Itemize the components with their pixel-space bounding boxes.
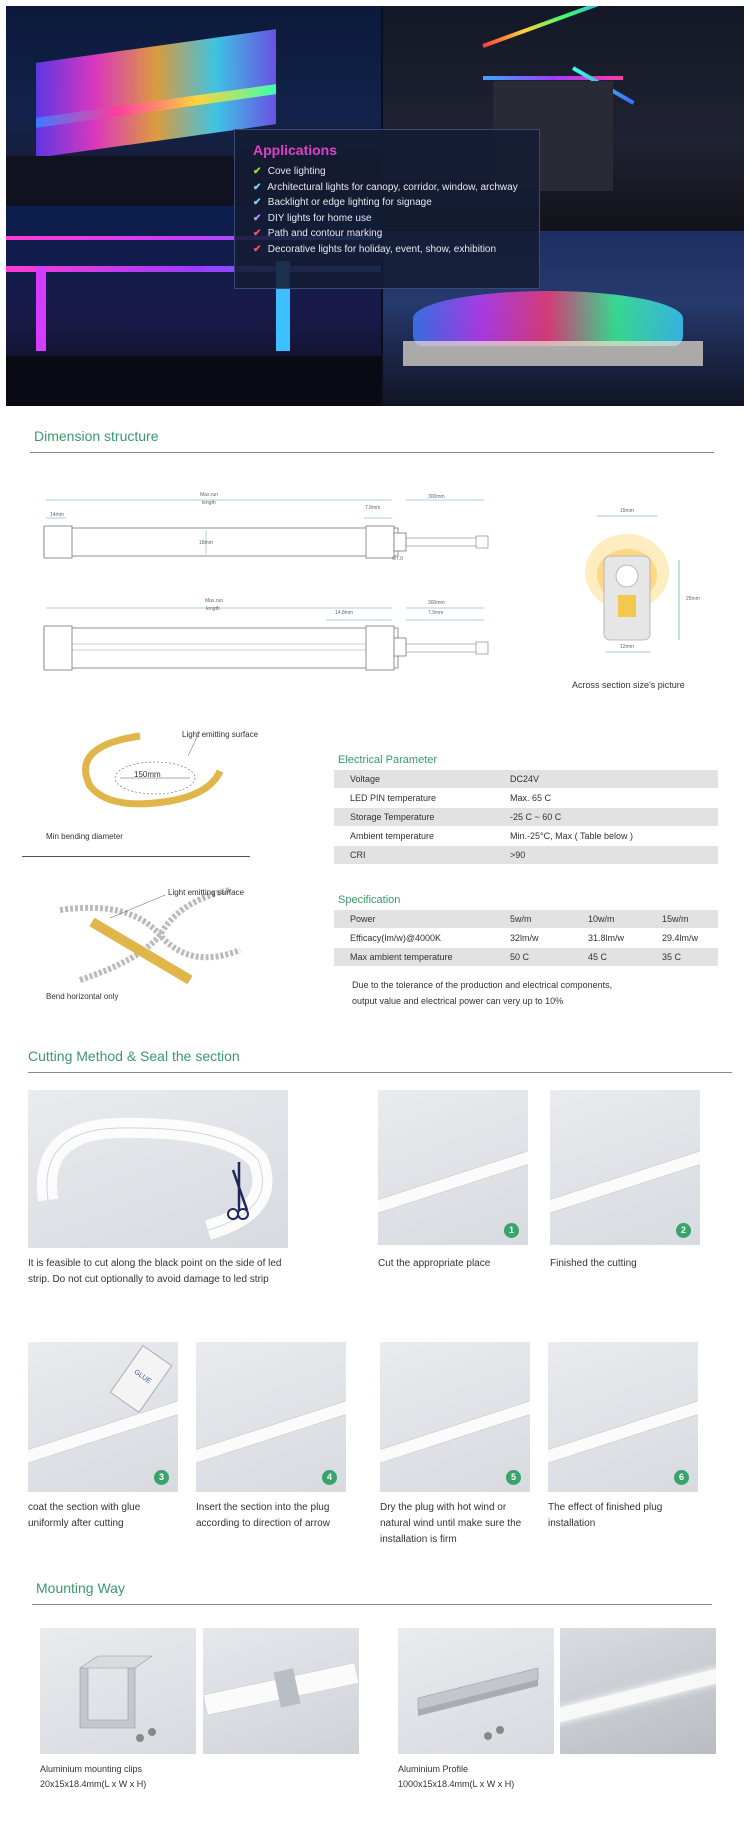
step-number-badge: 6 (674, 1470, 689, 1485)
electrical-row (334, 808, 718, 826)
param-label: Storage Temperature (350, 812, 435, 822)
dim-label: length (206, 606, 220, 612)
dim-label: 14.8mm (335, 610, 354, 616)
bend-surface-label: Light emitting surface (182, 730, 259, 739)
specification-row (334, 948, 718, 966)
bend2-surface-label: Light emitting surface (168, 888, 245, 897)
step-photo (380, 1342, 530, 1492)
clip-installed-photo (203, 1628, 359, 1754)
dim-label: 300mm (428, 494, 445, 500)
dim-label: 15mm (620, 508, 634, 514)
check-icon: ✔ (253, 181, 262, 193)
spec-label: Max ambient temperature (350, 952, 453, 962)
step-caption: according to direction of arrow (196, 1518, 330, 1529)
cut-intro-photo (28, 1090, 288, 1248)
check-icon: ✔ (253, 228, 262, 239)
step-number-badge: 1 (504, 1223, 519, 1238)
spec-value: 31.8lm/w (588, 933, 625, 943)
strip-side-view-diagram (36, 596, 496, 676)
bend2-caption: Bend horizontal only (46, 992, 119, 1001)
divider (32, 1604, 712, 1605)
dim-label: 25mm (686, 596, 700, 602)
spec-value: 50 C (510, 952, 530, 962)
profile-caption-2: 1000x15x18.4mm(L x W x H) (398, 1779, 515, 1789)
led-strip (548, 1399, 698, 1465)
spec-label: Efficacy(lm/w)@4000K (350, 933, 441, 943)
specification-title: Specification (338, 894, 401, 906)
mounting-clip-illustration (40, 1628, 196, 1754)
param-label: LED PIN temperature (350, 793, 437, 803)
bend-diameter-label: 150mm (134, 770, 161, 779)
step-photo (28, 1342, 178, 1492)
step-number-badge: 5 (506, 1470, 521, 1485)
spec-note-2: output value and electrical power can very up to 10% (352, 996, 564, 1006)
step-caption: Finished the cutting (550, 1258, 637, 1269)
cut-intro-line-2: strip. Do not cut optionally to avoid damage to led strip (28, 1274, 269, 1285)
param-label: Voltage (350, 774, 381, 784)
dim-label: 300mm (428, 600, 445, 606)
param-label: Ambient temperature (350, 831, 435, 841)
divider (30, 452, 714, 453)
dim-label: length (202, 500, 216, 506)
step-photo (548, 1342, 698, 1492)
divider (22, 856, 250, 857)
application-item (253, 164, 521, 180)
spec-value: 10w/m (588, 914, 615, 924)
dimension-title: Dimension structure (34, 428, 159, 444)
step-number-badge: 3 (154, 1470, 169, 1485)
electrical-row (334, 846, 718, 864)
dim-label: Max.run (205, 598, 224, 604)
check-icon: ✔ (253, 166, 262, 177)
param-value: >90 (510, 850, 526, 860)
clip-photo (40, 1628, 196, 1754)
bend-caption: Min bending diameter (46, 832, 123, 841)
param-value: -25 C ~ 60 C (510, 812, 562, 822)
step-caption: Insert the section into the plug (196, 1502, 330, 1513)
step-number-badge: 4 (322, 1470, 337, 1485)
mounting-title: Mounting Way (36, 1580, 125, 1596)
application-item (253, 180, 521, 196)
check-icon: ✔ (253, 243, 262, 255)
divider (28, 1072, 732, 1073)
application-text: DIY lights for home use (265, 212, 372, 224)
step-photo (378, 1090, 528, 1245)
application-text: Architectural lights for canopy, corridor, window, archway (265, 181, 518, 193)
spec-label: Power (350, 914, 376, 924)
dim-label: 7.9mm (428, 610, 444, 616)
spec-value: 29.4lm/w (662, 933, 699, 943)
profile-caption-1: Aluminium Profile (398, 1764, 469, 1774)
step-caption: The effect of finished plug (548, 1502, 663, 1513)
step-caption: uniformly after cutting (28, 1518, 124, 1529)
strip-top-view-diagram (36, 488, 496, 583)
cut-intro-line-1: It is feasible to cut along the black point on the side of led (28, 1258, 282, 1269)
spec-value: 32lm/w (510, 933, 539, 943)
param-value: Max. 65 C (510, 793, 552, 803)
led-strip (378, 1149, 528, 1215)
spec-value: 45 C (588, 952, 608, 962)
clip-caption-2: 20x15x18.4mm(L x W x H) (40, 1779, 147, 1789)
electrical-row (334, 770, 718, 788)
application-item (253, 211, 521, 227)
led-strip (196, 1399, 346, 1465)
spec-value: 35 C (662, 952, 682, 962)
step-caption: coat the section with glue (28, 1502, 141, 1513)
param-value: Min.-25°C, Max ( Table below ) (510, 831, 633, 841)
cutting-title: Cutting Method & Seal the section (28, 1048, 240, 1064)
step-caption: Cut the appropriate place (378, 1258, 491, 1269)
electrical-title: Electrical Parameter (338, 754, 438, 766)
application-item (253, 195, 521, 211)
cross-section-diagram (572, 500, 692, 660)
application-text: Backlight or edge lighting for signage (265, 197, 432, 208)
application-text: Cove lighting (265, 166, 326, 177)
applications-title: Applications (253, 142, 338, 158)
step-caption: Dry the plug with hot wind or (380, 1502, 507, 1513)
aluminium-profile-illustration (398, 1628, 554, 1754)
dim-label: 14mm (50, 512, 64, 518)
profile-installed-photo (560, 1628, 716, 1754)
dim-label: 7.8mm (365, 505, 381, 511)
dim-label: Max.run (200, 492, 219, 498)
dim-label: 12mm (620, 644, 634, 650)
spec-value: 15w/m (662, 914, 689, 924)
check-icon: ✔ (253, 212, 262, 224)
step-photo (550, 1090, 700, 1245)
dim-label: Φ7.0 (392, 556, 403, 562)
led-strip (380, 1399, 530, 1465)
step-photo (196, 1342, 346, 1492)
spec-note-1: Due to the tolerance of the production and electrical components, (352, 980, 613, 990)
electrical-row (334, 827, 718, 845)
applications-box (234, 129, 540, 289)
applications-banner (6, 6, 744, 406)
step-caption: installation (548, 1518, 596, 1529)
step-caption: installation is firm (380, 1534, 457, 1545)
applications-list (253, 164, 521, 257)
param-label: CRI (350, 850, 366, 860)
bend-diagram (70, 726, 270, 826)
application-item (253, 242, 521, 258)
param-value: DC24V (510, 774, 540, 784)
specification-row (334, 929, 718, 947)
spec-value: 5w/m (510, 914, 532, 924)
led-strip (28, 1399, 178, 1465)
strip-loop-illustration (28, 1090, 288, 1248)
electrical-row (334, 789, 718, 807)
application-text: Path and contour marking (265, 228, 383, 239)
dim-label: 18mm (199, 540, 213, 546)
step-caption: natural wind until make sure the (380, 1518, 522, 1529)
led-strip (550, 1149, 700, 1215)
specification-row (334, 910, 718, 928)
profile-photo (398, 1628, 554, 1754)
cross-section-caption: Across section size's picture (572, 680, 685, 690)
clip-caption-1: Aluminium mounting clips (40, 1764, 143, 1774)
check-icon: ✔ (253, 197, 262, 208)
application-text: Decorative lights for holiday, event, show, exhibition (265, 243, 497, 255)
application-item (253, 226, 521, 242)
glue-tube: GLUE (110, 1345, 173, 1413)
step-number-badge: 2 (676, 1223, 691, 1238)
